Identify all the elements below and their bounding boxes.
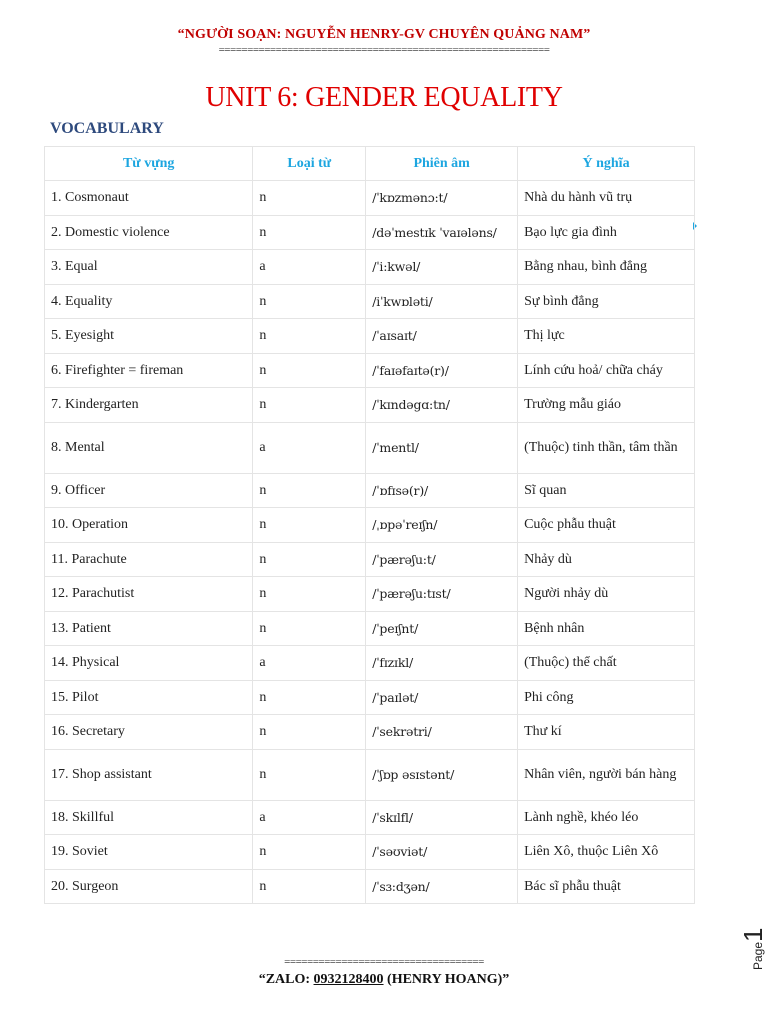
vocab-meaning: Lành nghề, khéo léo (518, 800, 695, 835)
column-header-ipa: Phiên âm (366, 147, 518, 181)
vocab-meaning: Nhân viên, người bán hàng (518, 749, 695, 800)
vocab-word: 2. Domestic violence (45, 215, 253, 250)
vocab-word: 10. Operation (45, 508, 253, 543)
vocab-meaning: Bác sĩ phẫu thuật (518, 869, 695, 904)
vocab-type: n (253, 215, 366, 250)
vocab-word: 7. Kindergarten (45, 388, 253, 423)
page-title: UNIT 6: GENDER EQUALITY (205, 82, 563, 113)
table-row (45, 611, 695, 646)
vocab-type: n (253, 542, 366, 577)
table-body (45, 181, 695, 904)
contact-suffix: (HENRY HOANG)” (383, 972, 510, 987)
table-row (45, 473, 695, 508)
vocab-type: a (253, 800, 366, 835)
vocab-word: 12. Parachutist (45, 577, 253, 612)
table-row (45, 319, 695, 354)
vocab-ipa: /ˈsɜ:dʒən/ (366, 869, 518, 904)
table-row (45, 577, 695, 612)
vocab-ipa: /ˈpærəʃu:t/ (366, 542, 518, 577)
table-row (45, 749, 695, 800)
vocab-type: n (253, 680, 366, 715)
table-row (45, 422, 695, 473)
vocab-type: a (253, 646, 366, 681)
vocab-type: n (253, 611, 366, 646)
vocab-meaning: Bệnh nhân (518, 611, 695, 646)
vocab-word: 14. Physical (45, 646, 253, 681)
page-number-value: 1 (738, 927, 768, 942)
vocab-meaning: Lính cứu hoả/ chữa cháy (518, 353, 695, 388)
vocab-ipa: /ˈaɪsaɪt/ (366, 319, 518, 354)
vocab-type: n (253, 869, 366, 904)
table-row (45, 680, 695, 715)
vocab-meaning: Sĩ quan (518, 473, 695, 508)
vocab-word: 1. Cosmonaut (45, 181, 253, 216)
vocab-meaning: Sự bình đẳng (518, 284, 695, 319)
vocab-word: 16. Secretary (45, 715, 253, 750)
vocab-meaning: (Thuộc) thể chất (518, 646, 695, 681)
vocab-type: n (253, 181, 366, 216)
vocab-type: n (253, 715, 366, 750)
vocab-type: a (253, 422, 366, 473)
vocab-meaning: Bạo lực gia đình (518, 215, 695, 250)
footer-divider: =================================== (284, 956, 484, 968)
vocab-word: 6. Firefighter = fireman (45, 353, 253, 388)
column-header-type: Loại từ (253, 147, 366, 181)
vocab-word: 5. Eyesight (45, 319, 253, 354)
table-row (45, 800, 695, 835)
page-number (738, 910, 768, 970)
table-row (45, 542, 695, 577)
vocab-ipa: /ˈsekrətri/ (366, 715, 518, 750)
vocab-type: n (253, 473, 366, 508)
vocab-ipa: /dəˈmestɪk ˈvaɪələns/ (366, 215, 518, 250)
vocabulary-table (44, 146, 695, 904)
vocab-ipa: /ˌɒpəˈreɪʃn/ (366, 508, 518, 543)
vocab-word: 15. Pilot (45, 680, 253, 715)
vocab-word: 9. Officer (45, 473, 253, 508)
column-header-meaning: Ý nghĩa (518, 147, 695, 181)
vocab-word: 8. Mental (45, 422, 253, 473)
vocab-word: 13. Patient (45, 611, 253, 646)
vocab-ipa: /ˈsəʊviət/ (366, 835, 518, 870)
table-header-row (45, 147, 695, 181)
table-row (45, 215, 695, 250)
vocab-word: 4. Equality (45, 284, 253, 319)
vocab-meaning: Liên Xô, thuộc Liên Xô (518, 835, 695, 870)
table-row (45, 250, 695, 285)
vocab-meaning: Người nhảy dù (518, 577, 695, 612)
column-header-word: Từ vựng (45, 147, 253, 181)
vocab-type: a (253, 250, 366, 285)
table-row (45, 181, 695, 216)
vocab-type: n (253, 388, 366, 423)
vocab-meaning: Nhà du hành vũ trụ (518, 181, 695, 216)
vocab-ipa: /ˈɒfɪsə(r)/ (366, 473, 518, 508)
vocab-type: n (253, 508, 366, 543)
table-row (45, 869, 695, 904)
page-label: Page (751, 941, 765, 970)
contact-prefix: “ZALO: (258, 972, 314, 987)
vocab-ipa: /ˈpærəʃu:tɪst/ (366, 577, 518, 612)
vocab-word: 19. Soviet (45, 835, 253, 870)
header-divider: ========================================================== (218, 44, 550, 56)
table-row (45, 388, 695, 423)
phone-number: 0932128400 (313, 972, 384, 987)
vocab-meaning: Cuộc phẫu thuật (518, 508, 695, 543)
vocab-ipa: /ˈpaɪlət/ (366, 680, 518, 715)
table-row (45, 284, 695, 319)
vocab-ipa: /ˈpeɪʃnt/ (366, 611, 518, 646)
vocab-word: 11. Parachute (45, 542, 253, 577)
author-header: “NGƯỜI SOẠN: NGUYỄN HENRY-GV CHUYÊN QUẢNG NAM” (177, 27, 591, 42)
vocab-ipa: /ˈʃɒp əsɪstənt/ (366, 749, 518, 800)
vocab-type: n (253, 749, 366, 800)
vocab-word: 3. Equal (45, 250, 253, 285)
vocab-ipa: /ˈkɒzmənɔ:t/ (366, 181, 518, 216)
vocab-type: n (253, 353, 366, 388)
vocab-meaning: Nhảy dù (518, 542, 695, 577)
vocab-type: n (253, 835, 366, 870)
vocab-word: 18. Skillful (45, 800, 253, 835)
table-row (45, 715, 695, 750)
vocab-meaning: (Thuộc) tinh thần, tâm thần (518, 422, 695, 473)
vocab-ipa: /ˈi:kwəl/ (366, 250, 518, 285)
vocab-ipa: /ˈskɪlfl/ (366, 800, 518, 835)
table-row (45, 508, 695, 543)
vocab-ipa: /ˈfɪzɪkl/ (366, 646, 518, 681)
vocab-meaning: Thị lực (518, 319, 695, 354)
vocab-ipa: /ˈmentl/ (366, 422, 518, 473)
table-row (45, 646, 695, 681)
table-row (45, 835, 695, 870)
vocab-meaning: Thư kí (518, 715, 695, 750)
section-heading: VOCABULARY (50, 120, 164, 137)
vocab-meaning: Phi công (518, 680, 695, 715)
contact-footer (0, 972, 768, 988)
vocab-word: 17. Shop assistant (45, 749, 253, 800)
vocab-type: n (253, 577, 366, 612)
vocab-type: n (253, 284, 366, 319)
vocab-meaning: Trường mẫu giáo (518, 388, 695, 423)
vocab-word: 20. Surgeon (45, 869, 253, 904)
vocab-ipa: /ˈkɪndəgɑ:tn/ (366, 388, 518, 423)
vocab-ipa: /ˈfaɪəfaɪtə(r)/ (366, 353, 518, 388)
vocab-type: n (253, 319, 366, 354)
vocab-ipa: /iˈkwɒləti/ (366, 284, 518, 319)
table-row (45, 353, 695, 388)
vocab-meaning: Bằng nhau, bình đẳng (518, 250, 695, 285)
